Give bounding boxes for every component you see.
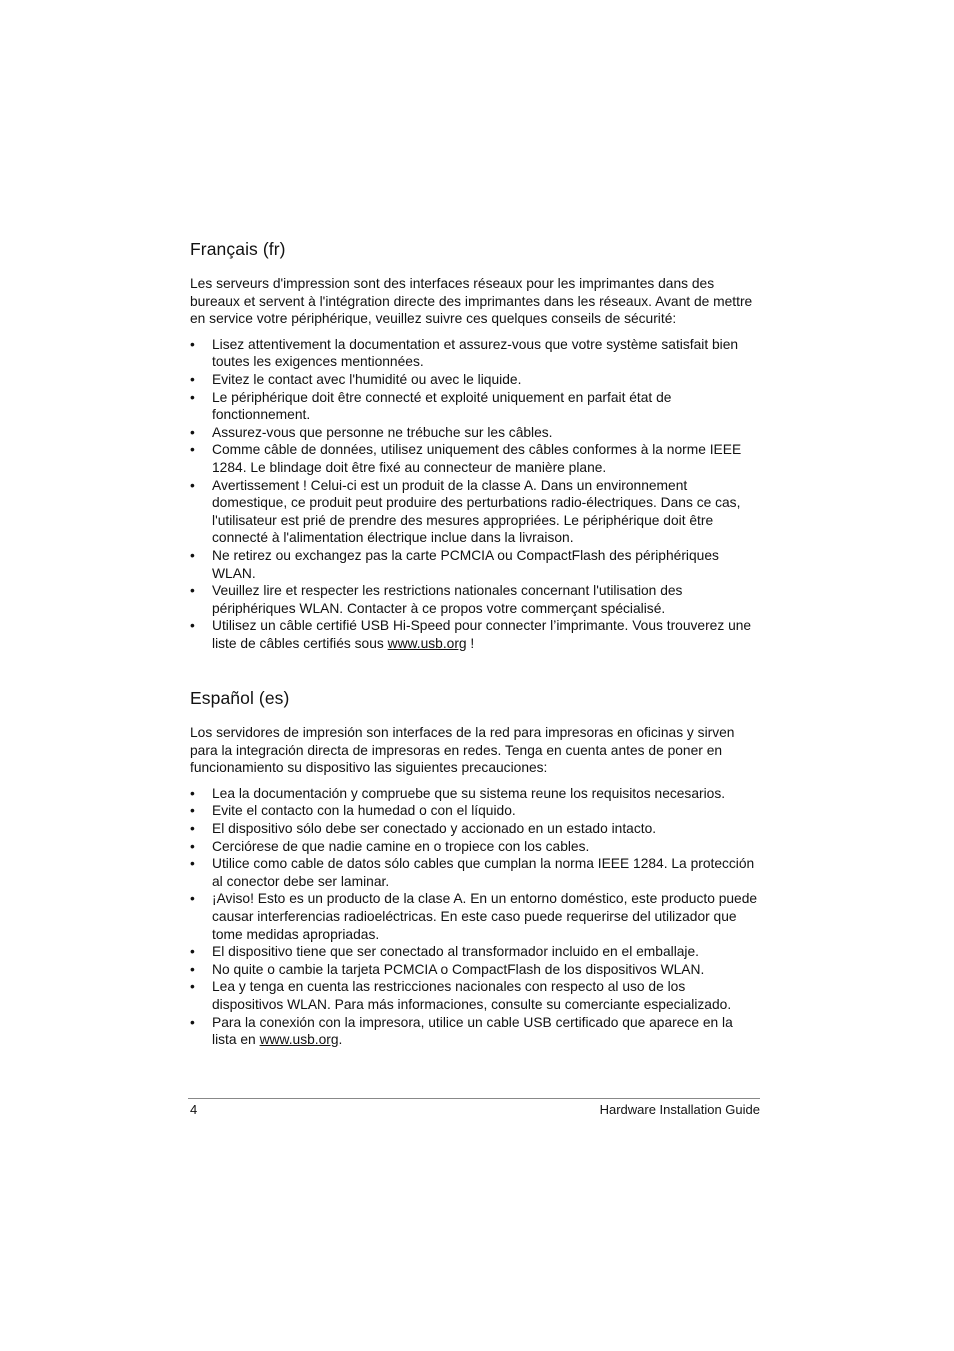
list-item: • No quite o cambie la tarjeta PCMCIA o CompactFlash de los dispositivos WLAN.: [190, 961, 760, 979]
list-item-usb: [190, 617, 760, 652]
list-item: • Veuillez lire et respecter les restrictions nationales concernant l'utilisation des périphériques WLAN. Contacter à ce propos votre commerçant spécialisé.: [190, 582, 760, 617]
list-item: • Le périphérique doit être connecté et exploité uniquement en parfait état de fonctionnement.: [190, 389, 760, 424]
list-item: • El dispositivo tiene que ser conectado al transformador incluido en el emballaje.: [190, 943, 760, 961]
section-title-french: Français (fr): [190, 239, 286, 259]
list-item: • Assurez-vous que personne ne trébuche sur les câbles.: [190, 424, 760, 442]
list-item: • Cerciórese de que nadie camine en o tropiece con los cables.: [190, 838, 760, 856]
list-item: • Lea la documentación y compruebe que su sistema reune los requisitos necesarios.: [190, 785, 760, 803]
list-item-usb: [190, 1014, 760, 1049]
intro-french: Les serveurs d'impression sont des interfaces réseaux pour les imprimantes dans des bureaux et servent à l'intégration directe des imprimantes dans les réseaux. Avant de mettre en service votre périphérique, veuillez suivre ces quelques conseils de sécurité:: [190, 276, 753, 327]
list-item: • Utilice como cable de datos sólo cables que cumplan la norma IEEE 1284. La protección al conector debe ser laminar.: [190, 855, 760, 890]
list-item: • Ne retirez ou exchangez pas la carte PCMCIA ou CompactFlash des périphériques WLAN.: [190, 547, 760, 582]
list-item: • Lea y tenga en cuenta las restricciones nacionales con respecto al uso de los dispositivos WLAN. Para más informaciones, consulte su comerciante especializado.: [190, 978, 760, 1013]
list-item-text: Para la conexión con la impresora, utilice un cable USB certificado que aparece en la lista en: [212, 1014, 733, 1048]
list-item: • Comme câble de données, utilisez uniquement des câbles conformes à la norme IEEE 1284. Le blindage doit être fixé au connecteur de manière plane.: [190, 441, 760, 476]
list-item: • Avertissement ! Celui-ci est un produit de la classe A. Dans un environnement domestique, ce produit peut produire des perturbations radio-électriques. Dans ce cas, l'utilisateur est prié de prendre des mesures appropriées. Le périphérique doit être connecté à l'alimentation électrique inclue dans la livraison.: [190, 477, 760, 547]
list-item-text: Utilisez un câble certifié USB Hi-Speed pour connecter l’imprimante. Vous trouverez une liste de câbles certifiés sous: [212, 618, 752, 651]
footer-doc-title: Hardware Installation Guide: [599, 1102, 760, 1117]
list-item-suffix: .: [338, 1032, 343, 1048]
safety-list-spanish: [190, 785, 760, 1049]
section-spanish: [190, 686, 760, 1049]
page-footer: [188, 1098, 760, 1118]
list-item: • Evitez le contact avec l'humidité ou avec le liquide.: [190, 371, 760, 389]
list-item: • Lisez attentivement la documentation et assurez-vous que votre système satisfait bien toutes les exigences mentionnées.: [190, 336, 760, 371]
list-item: • ¡Aviso! Esto es un producto de la clase A. En un entorno doméstico, este producto puede causar interferencias radioeléctricas. En este caso puede requerirse del utilizador que tome medidas apropriadas.: [190, 890, 760, 943]
usb-org-link[interactable]: www.usb.org: [259, 1032, 339, 1048]
safety-list-french: [190, 336, 760, 653]
section-french: [190, 237, 760, 652]
intro-spanish: Los servidores de impresión son interfaces de la red para impresoras en oficinas y sirven para la integración directa de impresoras en redes. Tenga en cuenta antes de poner en funcionamiento su dispositivo las siguientes precauciones:: [190, 725, 735, 776]
list-item: • El dispositivo sólo debe ser conectado y accionado en un estado intacto.: [190, 820, 760, 838]
page-number: 4: [190, 1102, 198, 1117]
list-item-suffix: !: [466, 635, 475, 651]
list-item: • Evite el contacto con la humedad o con el líquido.: [190, 802, 760, 820]
section-title-spanish: Español (es): [190, 688, 290, 708]
usb-org-link[interactable]: www.usb.org: [387, 635, 467, 651]
